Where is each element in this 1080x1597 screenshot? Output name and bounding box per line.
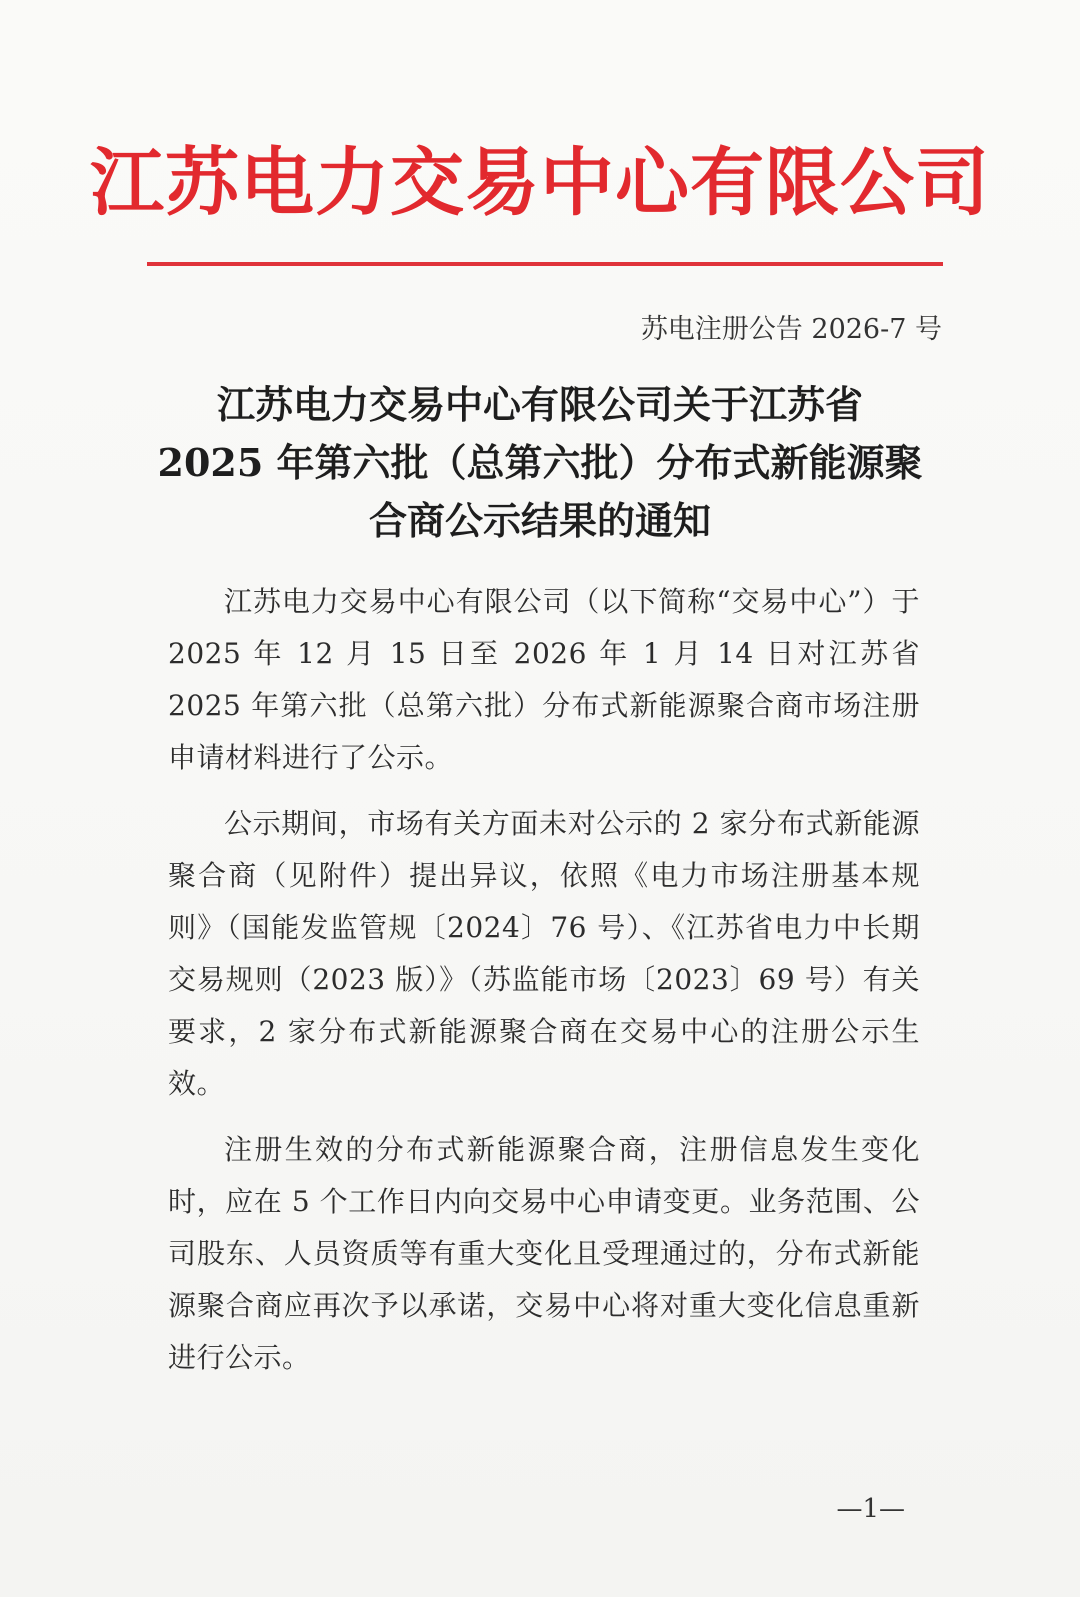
body-paragraph-2: 公示期间，市场有关方面未对公示的 2 家分布式新能源聚合商（见附件）提出异议，依照《电力市场注册基本规则》（国能发监管规〔2024〕76 号）、《江苏省电力中长期交易规则（2023 版）》（苏监能市场〔2023〕69 号）有关要求，2 家分布式新能源聚合商在交易中心的注册公示生效。: [168, 807, 920, 1100]
letterhead-red-rule: [147, 262, 943, 266]
notice-title-line-2: 2025 年第六批（总第六批）分布式新能源聚: [157, 440, 923, 485]
letterhead-company-name: 江苏电力交易中心有限公司: [90, 140, 990, 226]
body-paragraph-3: 注册生效的分布式新能源聚合商，注册信息发生变化时，应在 5 个工作日内向交易中心申请变更。业务范围、公司股东、人员资质等有重大变化且受理通过的，分布式新能源聚合商应再次予以承诺，交易中心将对重大变化信息重新进行公示。: [168, 1133, 920, 1374]
page-number: —1—: [836, 1494, 905, 1524]
notice-body: [168, 576, 920, 1398]
notice-title-line-1: 江苏电力交易中心有限公司关于江苏省: [216, 382, 863, 427]
document-number: 苏电注册公告 2026-7 号: [640, 314, 942, 345]
notice-title-line-3: 合商公示结果的通知: [368, 498, 711, 543]
body-paragraph-1: 江苏电力交易中心有限公司（以下简称“交易中心”）于 2025 年 12 月 15 日至 2026 年 1 月 14 日对江苏省 2025 年第六批（总第六批）分布式新能源聚合商市场注册申请材料进行了公示。: [168, 585, 920, 774]
notice-title: [150, 376, 930, 550]
